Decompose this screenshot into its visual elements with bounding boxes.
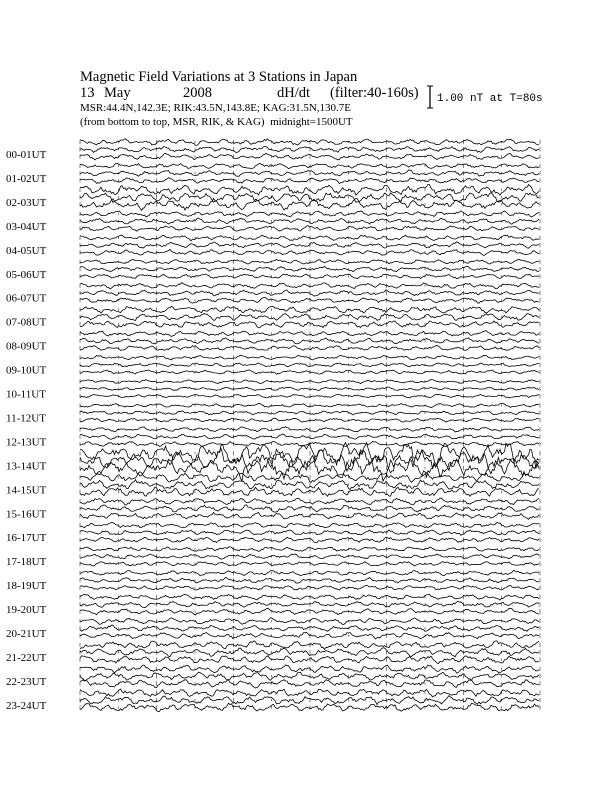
- trace-01-02UT-KAG: [80, 163, 539, 169]
- trace-03-04UT-KAG: [80, 211, 539, 217]
- trace-06-07UT-KAG: [80, 282, 539, 288]
- trace-05-06UT-MSR: [80, 274, 539, 279]
- month-label: May: [104, 85, 131, 101]
- trace-21-22UT-MSR: [80, 656, 539, 664]
- row-label-10-11UT: 10-11UT: [6, 388, 46, 401]
- trace-23-24UT-RIK: [80, 696, 539, 705]
- trace-17-18UT-RIK: [80, 554, 539, 559]
- row-label-20-21UT: 20-21UT: [6, 628, 47, 640]
- trace-09-10UT-KAG: [80, 355, 539, 360]
- filter-label: (filter:40-160s): [330, 85, 419, 101]
- stations-line: MSR:44.4N,142.3E; RIK:43.5N,143.8E; KAG:31.5N,130.7E: [80, 102, 352, 114]
- trace-19-20UT-MSR: [80, 608, 539, 615]
- trace-03-04UT-MSR: [80, 226, 539, 232]
- trace-16-17UT-RIK: [80, 530, 539, 535]
- trace-12-13UT-KAG: [80, 427, 539, 432]
- day-label: 13: [80, 85, 95, 101]
- traces: [80, 139, 539, 712]
- row-label-12-13UT: 12-13UT: [6, 436, 47, 449]
- chart-title: Magnetic Field Variations at 3 Stations in Japan: [80, 69, 358, 85]
- trace-20-21UT-MSR: [80, 632, 539, 639]
- trace-02-03UT-KAG: [80, 184, 539, 195]
- trace-21-22UT-KAG: [80, 641, 539, 650]
- row-label-14-15UT: 14-15UT: [6, 484, 47, 497]
- trace-20-21UT-KAG: [80, 618, 539, 625]
- trace-09-10UT-MSR: [80, 370, 539, 374]
- trace-07-08UT-MSR: [80, 321, 539, 328]
- trace-08-09UT-RIK: [80, 338, 539, 344]
- trace-18-19UT-KAG: [80, 570, 539, 575]
- trace-10-11UT-MSR: [80, 394, 539, 398]
- trace-16-17UT-KAG: [80, 522, 539, 527]
- trace-03-04UT-RIK: [80, 218, 539, 224]
- trace-00-01UT-KAG: [80, 139, 539, 146]
- trace-15-16UT-KAG: [80, 498, 539, 505]
- trace-06-07UT-RIK: [80, 290, 539, 296]
- trace-22-23UT-KAG: [80, 665, 539, 673]
- row-label-07-08UT: 07-08UT: [6, 316, 47, 329]
- trace-00-01UT-RIK: [80, 146, 539, 152]
- trace-01-02UT-RIK: [80, 170, 539, 176]
- trace-15-16UT-RIK: [80, 505, 539, 512]
- row-label-15-16UT: 15-16UT: [6, 508, 47, 521]
- trace-09-10UT-RIK: [80, 363, 539, 367]
- row-labels: [6, 149, 47, 712]
- trace-07-08UT-KAG: [80, 306, 539, 313]
- row-label-11-12UT: 11-12UT: [6, 412, 46, 425]
- trace-18-19UT-MSR: [80, 585, 539, 590]
- trace-11-12UT-RIK: [80, 411, 539, 415]
- row-label-22-23UT: 22-23UT: [6, 675, 47, 688]
- row-label-21-22UT: 21-22UT: [6, 651, 47, 664]
- trace-20-21UT-RIK: [80, 625, 539, 631]
- row-label-02-03UT: 02-03UT: [6, 196, 47, 209]
- row-label-03-04UT: 03-04UT: [6, 220, 47, 233]
- row-label-23-24UT: 23-24UT: [6, 699, 47, 712]
- time-ticks: [80, 140, 540, 710]
- trace-23-24UT-KAG: [80, 689, 539, 697]
- trace-19-20UT-KAG: [80, 594, 539, 600]
- trace-01-02UT-MSR: [80, 178, 539, 184]
- trace-05-06UT-RIK: [80, 266, 539, 271]
- row-label-05-06UT: 05-06UT: [6, 268, 47, 281]
- trace-10-11UT-KAG: [80, 380, 539, 384]
- trace-17-18UT-MSR: [80, 562, 539, 566]
- trace-10-11UT-RIK: [80, 387, 539, 391]
- trace-08-09UT-KAG: [80, 331, 539, 337]
- trace-17-18UT-KAG: [80, 547, 539, 552]
- quantity-label: dH/dt: [277, 85, 311, 101]
- row-label-01-02UT: 01-02UT: [6, 172, 47, 185]
- trace-18-19UT-RIK: [80, 577, 539, 583]
- trace-05-06UT-KAG: [80, 259, 539, 264]
- trace-11-12UT-KAG: [80, 403, 539, 407]
- row-label-09-10UT: 09-10UT: [6, 364, 47, 377]
- row-label-18-19UT: 18-19UT: [6, 580, 47, 593]
- trace-02-03UT-MSR: [80, 198, 539, 210]
- scale-bar-label: 1.00 nT at T=80s: [437, 93, 543, 105]
- trace-12-13UT-RIK: [80, 434, 539, 439]
- trace-16-17UT-MSR: [80, 537, 539, 542]
- trace-23-24UT-MSR: [80, 703, 539, 711]
- row-label-00-01UT: 00-01UT: [6, 149, 47, 161]
- trace-00-01UT-MSR: [80, 153, 539, 160]
- row-label-04-05UT: 04-05UT: [6, 244, 47, 257]
- trace-14-15UT-KAG: [80, 472, 539, 483]
- trace-02-03UT-RIK: [80, 193, 539, 203]
- row-label-19-20UT: 19-20UT: [6, 604, 47, 617]
- trace-19-20UT-RIK: [80, 601, 539, 607]
- trace-15-16UT-MSR: [80, 512, 539, 519]
- trace-22-23UT-RIK: [80, 672, 539, 680]
- trace-14-15UT-MSR: [80, 487, 539, 496]
- trace-22-23UT-MSR: [80, 680, 539, 688]
- trace-13-14UT-RIK: [80, 448, 539, 473]
- midnight-note: midnight=1500UT: [270, 116, 353, 128]
- row-label-17-18UT: 17-18UT: [6, 556, 47, 569]
- row-label-13-14UT: 13-14UT: [6, 460, 47, 473]
- scale-bar: [427, 86, 433, 108]
- trace-04-05UT-MSR: [80, 249, 539, 255]
- row-label-06-07UT: 06-07UT: [6, 292, 47, 305]
- trace-08-09UT-MSR: [80, 346, 539, 351]
- trace-06-07UT-MSR: [80, 298, 539, 304]
- trace-11-12UT-MSR: [80, 418, 539, 422]
- trace-07-08UT-RIK: [80, 313, 539, 320]
- trace-04-05UT-RIK: [80, 242, 539, 248]
- trace-21-22UT-RIK: [80, 648, 539, 657]
- row-label-16-17UT: 16-17UT: [6, 532, 47, 545]
- order-note: (from bottom to top, MSR, RIK, & KAG): [80, 116, 265, 128]
- row-label-08-09UT: 08-09UT: [6, 340, 47, 353]
- trace-04-05UT-KAG: [80, 235, 539, 241]
- year-label: 2008: [183, 85, 212, 101]
